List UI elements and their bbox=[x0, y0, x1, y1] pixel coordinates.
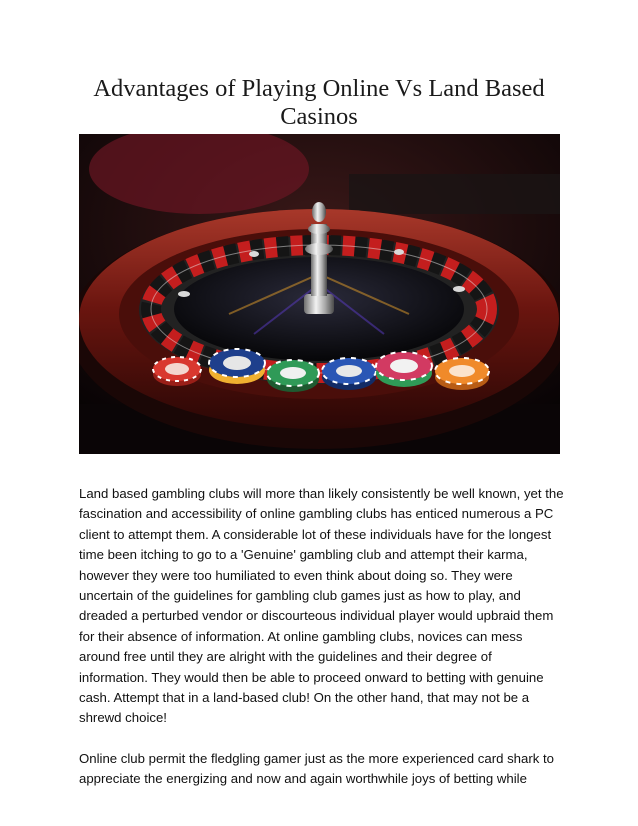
paragraph: Land based gambling clubs will more than likely consistently be well known, yet the fascination and accessibility of online gambling clubs has enticed numerous a PC client to attempt them. A considerable lot of these individuals have for the longest time been itching to go to a 'Genuine' gambling club and attempt their karma, however they were too humiliated to even think about doing so. They were uncertain of the guidelines for gambling club games just as how to play, and dreaded a perturbed vendor or discourteous individual player would upbraid them for their absence of information. At online gambling clubs, novices can mess around free until they are alright with the guidelines and their degree of information. They would then be able to proceed onward to betting with genuine cash. Attempt that in a land-based club! On the other hand, that may not be a shrewd choice! bbox=[79, 486, 564, 726]
roulette-photo bbox=[79, 134, 560, 454]
roulette-illustration bbox=[79, 134, 560, 454]
document-title: Advantages of Playing Online Vs Land Based Casinos bbox=[93, 75, 545, 130]
document-body bbox=[79, 484, 564, 810]
paragraph: Online club permit the fledgling gamer just as the more experienced card shark to appreciate the energizing and now and again worthwhile joys of betting while bbox=[79, 750, 554, 787]
